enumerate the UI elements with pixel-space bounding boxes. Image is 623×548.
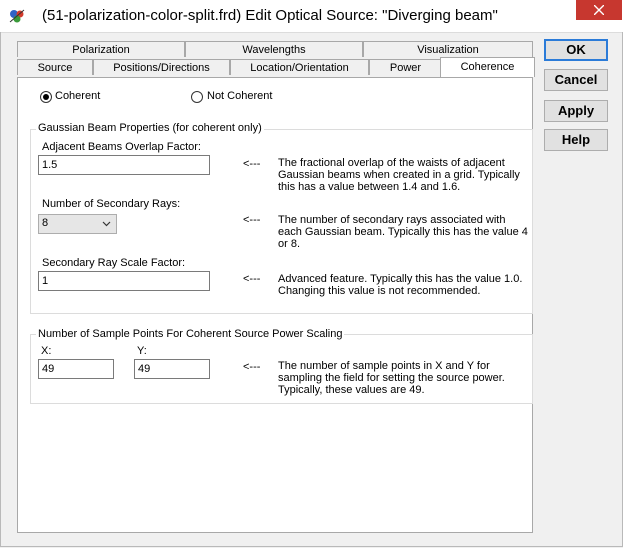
sample-y-input[interactable] bbox=[134, 359, 210, 379]
tab-location-orientation[interactable]: Location/Orientation bbox=[230, 59, 369, 75]
tab-coherence[interactable]: Coherence bbox=[440, 57, 535, 77]
not-coherent-label[interactable]: Not Coherent bbox=[207, 90, 273, 102]
cancel-button[interactable]: Cancel bbox=[544, 69, 608, 91]
secondary-rays-arrow: <--- bbox=[243, 214, 261, 226]
coherent-radio[interactable] bbox=[40, 91, 52, 103]
tab-positions-directions[interactable]: Positions/Directions bbox=[93, 59, 230, 75]
overlap-arrow: <--- bbox=[243, 158, 261, 170]
apply-button[interactable]: Apply bbox=[544, 100, 608, 122]
tab-wavelengths[interactable]: Wavelengths bbox=[185, 41, 363, 57]
tab-source[interactable]: Source bbox=[17, 59, 93, 75]
chevron-down-icon bbox=[102, 221, 111, 227]
tab-visualization[interactable]: Visualization bbox=[363, 41, 533, 57]
overlap-description: The fractional overlap of the waists of adjacent Gaussian beams when created in a grid. Typically this has a value between 1.4 and 1.6. bbox=[278, 157, 520, 193]
scale-factor-description: Advanced feature. Typically this has the value 1.0. Changing this value is not recommended. bbox=[278, 273, 523, 297]
gaussian-beam-group-title: Gaussian Beam Properties (for coherent only) bbox=[38, 122, 262, 134]
coherent-label[interactable]: Coherent bbox=[55, 90, 101, 102]
scale-factor-input[interactable] bbox=[38, 271, 210, 291]
help-button[interactable]: Help bbox=[544, 129, 608, 151]
secondary-rays-value: 8 bbox=[42, 217, 49, 229]
not-coherent-radio[interactable] bbox=[191, 91, 203, 103]
scale-factor-arrow: <--- bbox=[243, 273, 261, 285]
scale-factor-label: Secondary Ray Scale Factor: bbox=[42, 257, 186, 269]
sample-points-description: The number of sample points in X and Y for sampling the field for setting the source power. Typically, these values are 49. bbox=[278, 360, 505, 396]
radio-selected-dot bbox=[43, 94, 49, 100]
sample-x-input[interactable] bbox=[38, 359, 114, 379]
sample-points-arrow: <--- bbox=[243, 361, 261, 373]
secondary-rays-select[interactable] bbox=[38, 214, 117, 234]
overlap-factor-input[interactable] bbox=[38, 155, 210, 175]
y-label: Y: bbox=[137, 345, 147, 357]
x-label: X: bbox=[41, 345, 52, 357]
ok-button[interactable]: OK bbox=[544, 39, 608, 61]
secondary-rays-label: Number of Secondary Rays: bbox=[42, 198, 181, 210]
sample-points-group-title: Number of Sample Points For Coherent Source Power Scaling bbox=[38, 328, 343, 340]
tab-power[interactable]: Power bbox=[369, 59, 442, 75]
overlap-factor-label: Adjacent Beams Overlap Factor: bbox=[42, 141, 201, 153]
window-title: (51-polarization-color-split.frd) Edit Optical Source: "Diverging beam" bbox=[42, 7, 498, 24]
tab-polarization[interactable]: Polarization bbox=[17, 41, 185, 57]
secondary-rays-description: The number of secondary rays associated with each Gaussian beam. Typically this has the value 4 or 8. bbox=[278, 214, 528, 250]
